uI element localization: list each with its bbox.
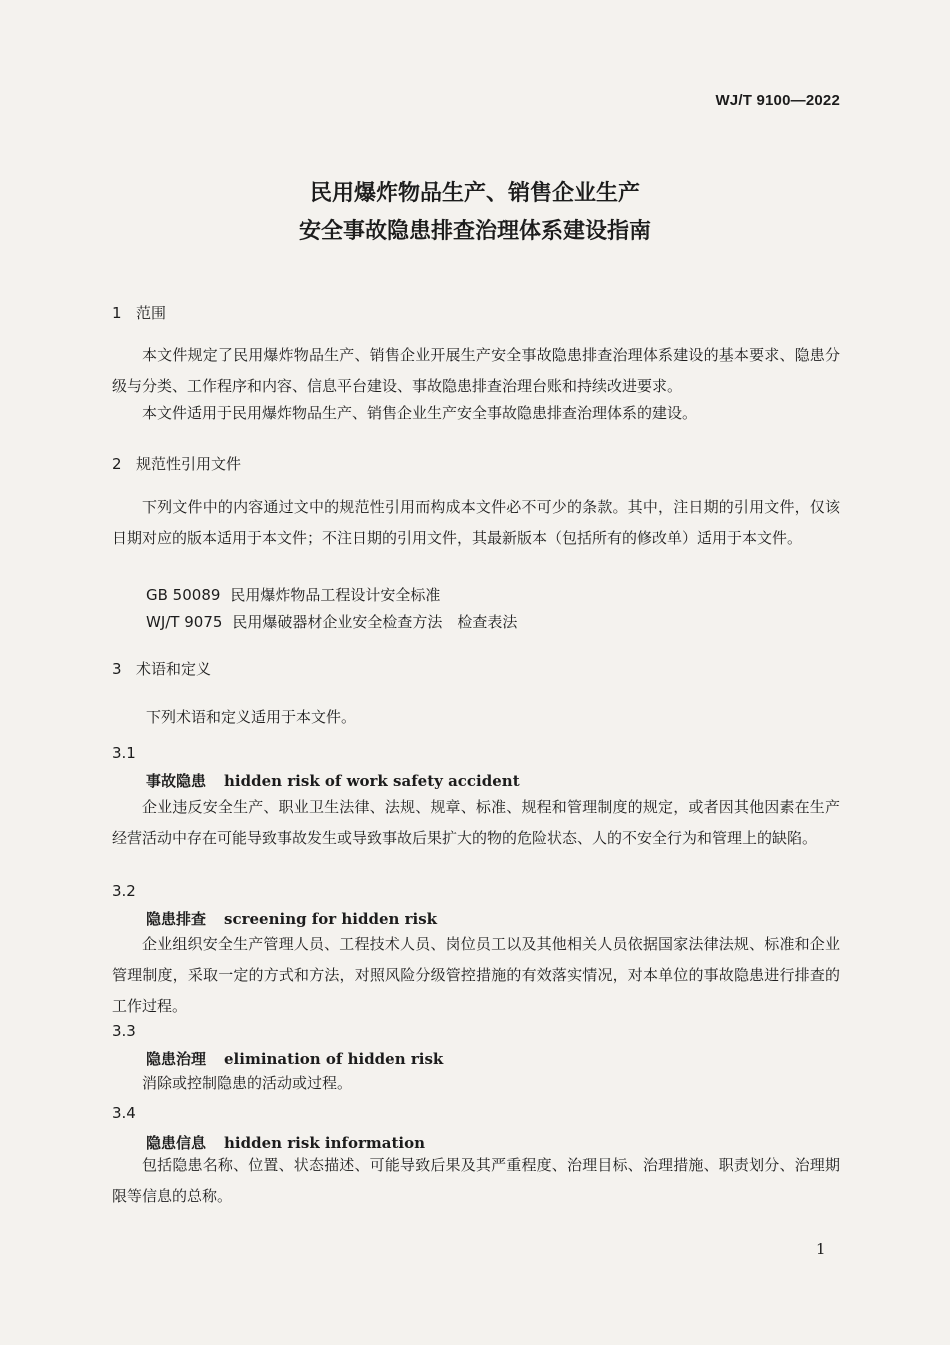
- standard-code: WJ/T 9100—2022: [715, 92, 840, 109]
- reference-item: [146, 611, 517, 632]
- term-english: elimination of hidden risk: [224, 1050, 444, 1068]
- section-number: 3: [112, 660, 122, 678]
- reference-code: GB 50089: [146, 586, 221, 604]
- term-chinese: 隐患治理: [146, 1050, 207, 1068]
- term-chinese: 事故隐患: [146, 772, 207, 790]
- term-number: 3.2: [112, 882, 136, 900]
- section-title: 规范性引用文件: [136, 455, 242, 473]
- term-definition: 消除或控制隐患的活动或过程。: [142, 1074, 353, 1092]
- term-english: hidden risk information: [224, 1134, 426, 1152]
- term-definition: 企业组织安全生产管理人员、工程技术人员、岗位员工以及其他相关人员依据国家法律法规、标准和企业管理制度，采取一定的方式和方法，对照风险分级管控措施的有效落实情况，对本单位的事故隐患进行排查的工作过程。: [112, 935, 840, 1015]
- term-heading: [146, 908, 437, 929]
- reference-title: 民用爆破器材企业安全检查方法 检查表法: [232, 613, 518, 631]
- section-heading-normative-references: [112, 453, 241, 474]
- term-chinese: 隐患信息: [146, 1134, 207, 1152]
- term-english: screening for hidden risk: [224, 910, 438, 928]
- term-number: 3.4: [112, 1104, 136, 1122]
- document-title-line-1: 民用爆炸物品生产、销售企业生产: [309, 181, 640, 206]
- normative-intro-paragraph: 下列文件中的内容通过文中的规范性引用而构成本文件必不可少的条款。其中，注日期的引用文件，仅该日期对应的版本适用于本文件；不注日期的引用文件，其最新版本（包括所有的修改单）适用于本文件。: [112, 498, 840, 547]
- scope-paragraph-2: 本文件适用于民用爆炸物品生产、销售企业生产安全事故隐患排查治理体系的建设。: [142, 404, 698, 422]
- reference-item: [146, 584, 440, 605]
- terms-intro: 下列术语和定义适用于本文件。: [146, 708, 357, 726]
- section-heading-terms-definitions: [112, 658, 211, 679]
- section-title: 术语和定义: [136, 660, 212, 678]
- section-number: 2: [112, 455, 122, 473]
- term-heading: [146, 1048, 443, 1069]
- page-number: 1: [816, 1240, 826, 1258]
- term-number: 3.3: [112, 1022, 136, 1040]
- term-number: 3.1: [112, 744, 136, 762]
- term-definition: 企业违反安全生产、职业卫生法律、法规、规章、标准、规程和管理制度的规定，或者因其他因素在生产经营活动中存在可能导致事故发生或导致事故后果扩大的物的危险状态、人的不安全行为和管理上的缺陷。: [112, 798, 840, 847]
- term-chinese: 隐患排查: [146, 910, 207, 928]
- section-number: 1: [112, 304, 122, 322]
- document-title-line-2: 安全事故隐患排查治理体系建设指南: [298, 219, 651, 244]
- term-english: hidden risk of work safety accident: [224, 772, 520, 790]
- section-title: 范围: [136, 304, 167, 322]
- section-heading-scope: [112, 302, 166, 323]
- reference-title: 民用爆炸物品工程设计安全标准: [230, 586, 441, 604]
- term-heading: [146, 770, 520, 791]
- scope-paragraph-1: 本文件规定了民用爆炸物品生产、销售企业开展生产安全事故隐患排查治理体系建设的基本要求、隐患分级与分类、工作程序和内容、信息平台建设、事故隐患排查治理台账和持续改进要求。: [112, 346, 840, 395]
- term-definition: 包括隐患名称、位置、状态描述、可能导致后果及其严重程度、治理目标、治理措施、职责划分、治理期限等信息的总称。: [112, 1156, 840, 1205]
- reference-code: WJ/T 9075: [146, 613, 223, 631]
